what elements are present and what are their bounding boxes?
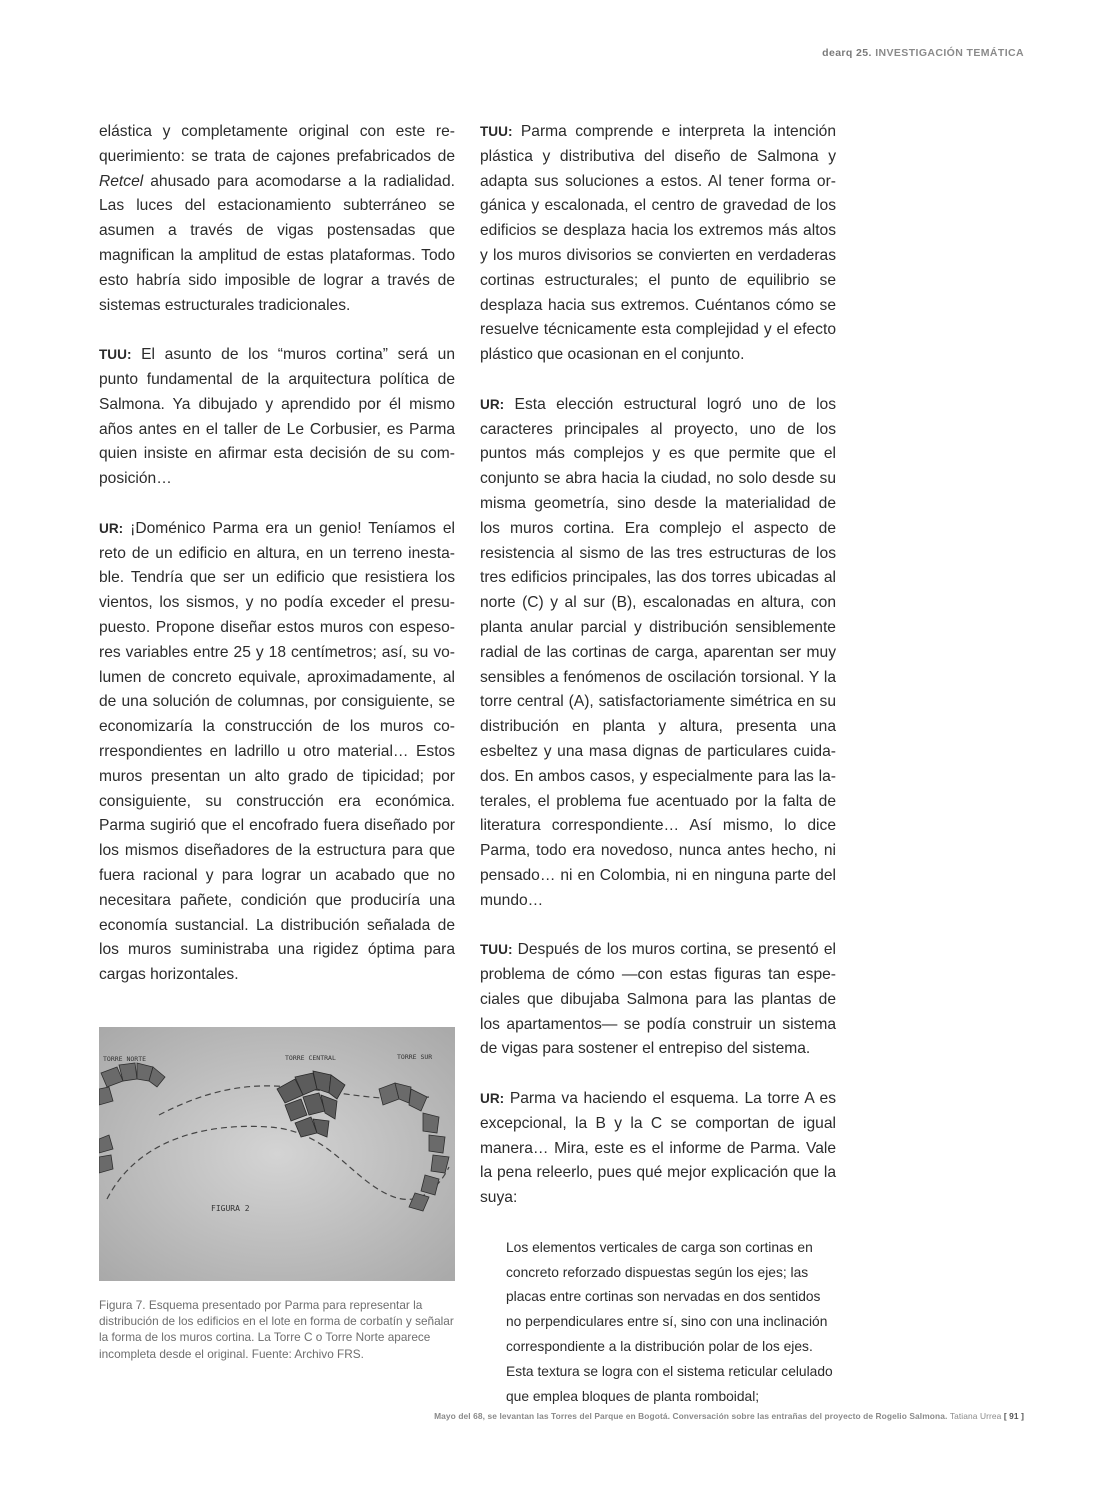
paragraph-text: elástica y completamente original con este requerimiento: se trata de cajones prefabricados de [99, 123, 455, 165]
figure-caption: Figura 7. Esquema presentado por Parma para representar la distribución de los edificios en el lote en forma de corbatín y señalar la forma de los muros cortina. La Torre C o Torre Norte aparece incompleta desde el original. Fuente: Archivo FRS. [99, 1298, 454, 1361]
paragraph [480, 393, 836, 914]
paragraph [99, 120, 455, 318]
paragraph [99, 343, 455, 492]
italic-term: Retcel [99, 172, 144, 190]
speaker-label: TUU: [99, 347, 132, 363]
running-header [822, 47, 1024, 59]
paragraph-text: Parma comprende e interpreta la intención plástica y distributiva del diseño de Salmona y adapta sus soluciones a estos. Al tener forma orgánica y escalonada, el centro de gravedad de los edificios se desplaza hacia los extremos más altos y los muros divisorios se convierten en verdaderas cortinas estructurales; el punto de equilibrio se desplaza hacia sus extremos. Cuéntanos cómo se resuelve técnicamente esta complejidad y el efecto plástico que ocasionan en el conjunto. [480, 123, 836, 364]
article-title: Mayo del 68, se levantan las Torres del Parque en Bogotá. Conversación sobre las entrañas del proyecto de Rogelio Salmona. [434, 1411, 948, 1421]
speaker-label: UR: [480, 1091, 505, 1107]
label-torre-norte: TORRE NORTE [103, 1055, 147, 1063]
speaker-label: UR: [480, 396, 505, 412]
label-figura: FIGURA 2 [211, 1204, 250, 1213]
paragraph-text: ¡Doménico Parma era un genio! Teníamos el reto de un edificio en altura, en un terreno inestable. Tendría que ser un edificio que resistiera los vientos, los sismos, y no podía exceder el presupuesto. Propone diseñar estos muros con espesores variables entre 25 y 18 centímetros; así, su volumen de concreto equivale, aproximadamente, al de una solución de columnas, por consiguiente, se economizaría la construcción de los muros correspondientes en ladrillo u otro material… Estos muros presentan un alto grado de tipicidad; por consiguiente, su construcción era económica. Parma sugirió que el encofrado fuera diseñado por los mismos diseñadores de la estructura para que fuera racional y para lograr un acabado que no necesitara pañete, condición que produciría una economía sustancial. La distribución señalada de los muros suministraba una rigidez óptima para cargas horizontales. [99, 519, 455, 984]
paragraph-text: ahusado para acomodarse a la radialidad. Las luces del estacionamiento subterráneo se asumen a través de vigas postensadas que magnifican la amplitud de estas plataformas. Todo esto habría sido imposible de lograr a través de sistemas estructurales tradicionales. [99, 172, 455, 314]
label-torre-central: TORRE CENTRAL [285, 1054, 336, 1062]
paragraph [99, 517, 455, 988]
paragraph-text: Después de los muros cortina, se presentó el problema de cómo —con estas figuras tan especiales que dibujaba Salmona para las plantas de los apartamentos— se podía construir un sistema de vigas para sostener el entrepiso del sistema. [480, 941, 836, 1058]
block-quote: Los elementos verticales de carga son cortinas en concreto reforzado dispuestas según los ejes; las placas entre cortinas son nervadas en dos sentidos no perpendiculares entre sí, sino con una inclinación correspondiente a la distribución polar de los ejes. Esta textura se logra con el sistema reticular celulado que emplea bloques de planta romboidal; [506, 1239, 833, 1404]
speaker-label: TUU: [480, 942, 513, 958]
running-footer [434, 1411, 1024, 1421]
section-name: INVESTIGACIÓN TEMÁTICA [875, 47, 1024, 59]
left-column [99, 120, 455, 1013]
site-plan-sketch [99, 1027, 455, 1281]
paragraph [480, 1087, 836, 1211]
figure-image [99, 1027, 455, 1281]
paragraph [480, 120, 836, 368]
paragraph-text: El asunto de los “muros cortina” será un punto fundamental de la arquitectura política de Salmona. Ya dibujado y aprendido por él mismo años antes en el taller de Le Corbusier, es Parma quien insiste en afirmar esta decisión de su composición… [99, 346, 455, 488]
paragraph-text: Parma va haciendo el esquema. La torre A es excepcional, la B y la C se comportan de igual manera… Mira, este es el informe de Parma. Vale la pena releerlo, pues qué mejor explicación que la suya: [480, 1090, 836, 1207]
page-number: [ 91 ] [1003, 1411, 1024, 1421]
journal-name: dearq 25. [822, 47, 872, 59]
speaker-label: UR: [99, 520, 124, 536]
right-column [480, 120, 836, 1409]
paragraph [480, 938, 836, 1062]
paragraph-text: Esta elección estructural logró uno de los caracteres principales al proyecto, uno de los puntos más complejos y es que permite que el conjunto se abra hacia la ciudad, no solo desde su misma geometría, sino desde la materialidad de los muros cortina. Era complejo el aspecto de resistencia al sismo de las tres estructuras de los tres edificios principales, las dos torres ubicadas al norte (C) y al sur (B), escalonadas en altura, con planta anular parcial y distribución sensiblemente radial de las cortinas de carga, aparentan ser muy sensibles a fenómenos de oscilación torsional. Y la torre central (A), satisfactoriamente simétrica en su distribución en planta y altura, presenta una esbeltez y una masa dignas de particulares cuidados. En ambos casos, y especialmente para las laterales, el problema fue acentuado por la falta de literatura correspondiente… Así mismo, lo dice Parma, todo era novedoso, nunca antes hecho, ni pensado… ni en Colombia, ni en ninguna parte del mundo… [480, 395, 836, 909]
author-name: Tatiana Urrea [949, 1411, 1002, 1421]
label-torre-sur: TORRE SUR [397, 1053, 433, 1061]
speaker-label: TUU: [480, 124, 513, 139]
